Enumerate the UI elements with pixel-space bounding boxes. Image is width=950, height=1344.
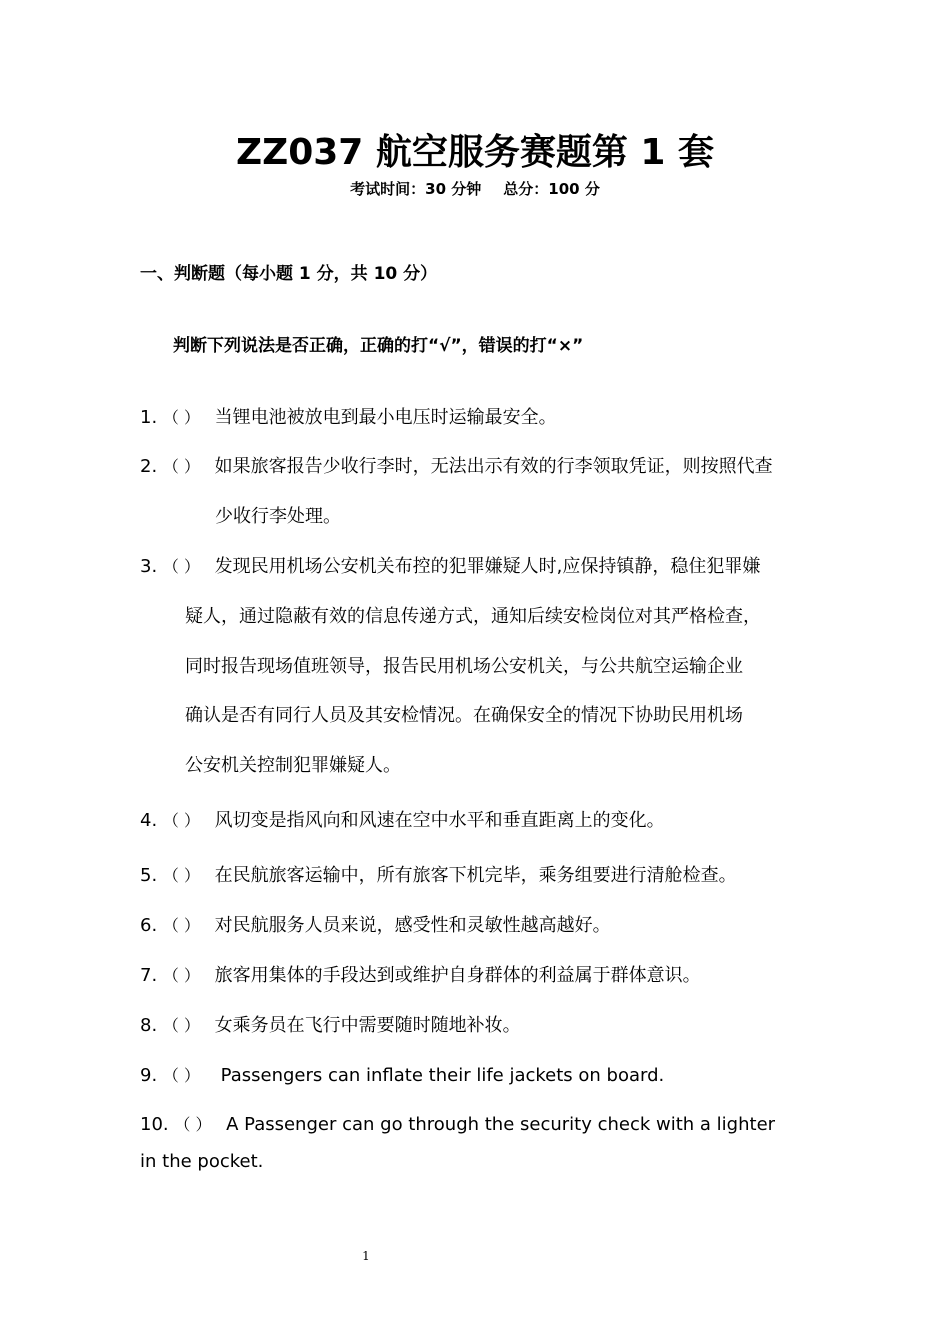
question-10 — [140, 1111, 775, 1139]
page-number: 1 — [362, 1249, 370, 1263]
answer-blank: （ ） — [162, 1066, 201, 1085]
question-1 — [140, 404, 557, 432]
question-2-continuation: 少收行李处理。 — [215, 506, 341, 527]
question-text: A Passenger can go through the security check with a lighter — [226, 1114, 776, 1135]
question-number: 7. — [140, 965, 158, 986]
question-3-continuation: 确认是否有同行人员及其安检情况。在确保安全的情况下协助民用机场 — [185, 705, 743, 726]
question-5 — [140, 862, 737, 890]
question-text: 旅客用集体的手段达到或维护自身群体的利益属于群体意识。 — [214, 965, 701, 986]
question-text: 在民航旅客运输中，所有旅客下机完毕，乘务组要进行清舱检查。 — [214, 865, 737, 886]
question-number: 4. — [140, 810, 158, 831]
question-number: 10. — [140, 1114, 169, 1135]
section-instruction: 判断下列说法是否正确，正确的打“√”，错误的打“×” — [173, 336, 584, 356]
question-number: 9. — [140, 1065, 158, 1086]
question-text: 发现民用机场公安机关布控的犯罪嫌疑人时,应保持镇静，稳住犯罪嫌 — [214, 556, 761, 577]
question-3-continuation: 同时报告现场值班领导，报告民用机场公安机关，与公共航空运输企业 — [185, 656, 743, 677]
answer-blank: （ ） — [162, 408, 201, 427]
total-score: 总分：100 分 — [503, 180, 600, 198]
question-3 — [140, 553, 760, 581]
question-number: 5. — [140, 865, 158, 886]
question-text: 当锂电池被放电到最小电压时运输最安全。 — [214, 407, 557, 428]
question-10-continuation: in the pocket. — [140, 1151, 264, 1172]
answer-blank: （ ） — [162, 557, 201, 576]
question-number: 1. — [140, 407, 158, 428]
question-6 — [140, 912, 611, 940]
question-text: 如果旅客报告少收行李时，无法出示有效的行李领取凭证，则按照代查 — [214, 456, 773, 477]
question-3-continuation: 公安机关控制犯罪嫌疑人。 — [185, 755, 401, 776]
question-text: Passengers can inflate their life jackets on board. — [220, 1065, 665, 1086]
question-number: 6. — [140, 915, 158, 936]
section-heading: 一、判断题（每小题 1 分，共 10 分） — [140, 264, 438, 284]
question-text: 对民航服务人员来说，感受性和灵敏性越高越好。 — [214, 915, 611, 936]
question-9 — [140, 1062, 664, 1090]
question-text: 女乘务员在飞行中需要随时随地补妆。 — [214, 1015, 521, 1036]
answer-blank: （ ） — [162, 916, 201, 935]
exam-time: 考试时间：30 分钟 — [350, 180, 482, 198]
question-4 — [140, 807, 665, 835]
question-7 — [140, 962, 701, 990]
question-3-continuation: 疑人，通过隐蔽有效的信息传递方式，通知后续安检岗位对其严格检查， — [185, 606, 761, 627]
answer-blank: （ ） — [162, 457, 201, 476]
answer-blank: （ ） — [162, 866, 201, 885]
page-title: ZZ037 航空服务赛题第 1 套 — [235, 132, 714, 173]
question-number: 3. — [140, 556, 158, 577]
answer-blank: （ ） — [162, 811, 201, 830]
question-text: 风切变是指风向和风速在空中水平和垂直距离上的变化。 — [214, 810, 665, 831]
answer-blank: （ ） — [174, 1115, 212, 1134]
answer-blank: （ ） — [162, 966, 201, 985]
question-8 — [140, 1012, 521, 1040]
exam-info — [0, 178, 950, 200]
question-number: 2. — [140, 456, 158, 477]
answer-blank: （ ） — [162, 1016, 201, 1035]
question-2 — [140, 453, 773, 481]
question-number: 8. — [140, 1015, 158, 1036]
